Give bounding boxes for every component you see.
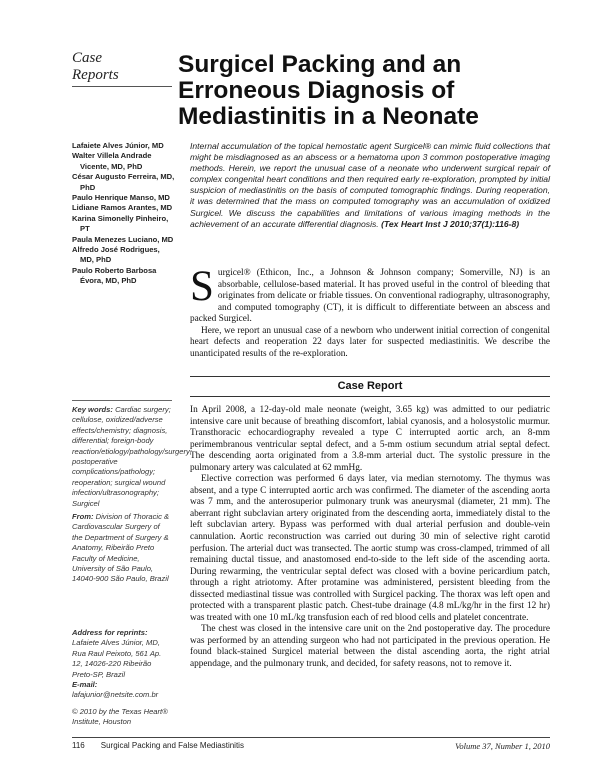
author-line: Évora, MD, PhD	[80, 276, 137, 286]
copyright-block	[72, 707, 172, 728]
email-block	[72, 680, 172, 701]
introduction	[190, 263, 550, 360]
email-label: E-mail:	[72, 680, 98, 689]
email-address: lafajunior@netsite.com.br	[72, 690, 159, 700]
title-line2: Erroneous Diagnosis of	[178, 77, 455, 104]
author-line: Lidiane Ramos Arantes, MD	[72, 203, 173, 213]
keywords-text: Cardiac surgery; cellulose, oxidized/adverse effects/chemistry; diagnosis, differential; foreign-body reaction/etiology/pathology/surgery; postoperative complications/pathology; reoperation; surgical wound infection/ultrasonography; Surgicel	[72, 405, 192, 508]
from-label: From:	[72, 512, 94, 521]
case-report-bottom-rule	[190, 396, 550, 397]
footer-left	[72, 741, 244, 750]
author-line: Paulo Roberto Barbosa	[72, 265, 157, 275]
author-list	[72, 141, 184, 287]
affiliation-text: Division of Thoracic & Cardiovascular Surgery of the Department of Surgery & Anatomy, Ribeirão Preto Faculty of Medicine, University of São Paulo, 14040-900 São Paulo, Brazil	[72, 512, 170, 584]
author-line: Vicente, MD, PhD	[80, 161, 143, 171]
case-report-body	[190, 405, 550, 671]
case-report-top-rule	[190, 376, 550, 377]
author-line: Lafaiete Alves Júnior, MD	[72, 141, 164, 150]
reprints-block	[72, 628, 172, 680]
author-line: Paulo Henrique Manso, MD	[72, 193, 170, 203]
author-line: Paula Menezes Luciano, MD	[72, 234, 174, 244]
author-line: Alfredo José Rodrigues,	[72, 245, 160, 255]
intro-p1-text: urgicel® (Ethicon, Inc., a Johnson & Johnson company; Somerville, NJ) is an absorbable, cellulose-based material. It has proved useful in the control of bleeding that originates from delicate or friable tissues. On conventional radiography, ultrasonography, and computed tomography (CT), it is difficult to differentiate between an abscess and packed Surgicel.	[190, 268, 550, 325]
case-paragraph-3: The chest was closed in the intensive care unit on the 2nd postoperative day. The procedure was performed by an attending surgeon who had not participated in the previous operation. He found black-stained Surgicel material between the distal ascending aorta, the right atrial appendage, and the pulmonary trunk, and decided, for safety reasons, not to remove it.	[190, 624, 550, 670]
author-line: César Augusto Ferreira, MD,	[72, 172, 175, 182]
running-title: Surgical Packing and False Mediastinitis	[100, 741, 244, 750]
drop-cap: S	[190, 263, 214, 310]
case-paragraph-2: Elective correction was performed 6 days later, via median sternotomy. The thymus was absent, and a type C interrupted aortic arch was confirmed. The diameter of the ascending aorta was 7 mm, and the anterosuperior pulmonary trunk was aneurysmal (diameter, 21 mm). The aberrant right subclavian artery originated from the descending aorta, immediately distal to the left subclavian artery. Bypass was performed with dual arterial perfusion and double-vein cannulation. Aortic reconstruction was carried out during 30 min of selective right carotid perfusion. The arterial duct was transected. The aortic stump was cross-clamped, trimmed of all remaining ductal tissue, and anastomosed end-to-side to the left side of the ascending aorta. During rewarming, the ventricular septal defect was closed with a bovine pericardium patch, through a right atriotomy. After protamine was administered, persistent bleeding from the dissected mediastinal tissue was controlled with Surgicel packing. The thorax was left open and protected with a transparent plastic patch. Chest-tube drainage (4.8 mL/kg/hr in the first 12 hr) was treated with one 10 mL/kg transfusion each of red blood cells and platelet concentrate.	[190, 474, 550, 623]
author-line: MD, PhD	[80, 255, 112, 265]
reprints-label: Address for reprints:	[72, 628, 148, 637]
abstract-text: Internal accumulation of the topical hemostatic agent Surgicel® can mimic fluid collections that might be misdiagnosed as an abscess or a hematoma upon 3 common postoperative imaging methods. Herein, we report the unusual case of a neonate who underwent surgical repair of complex congenital heart conditions and then required early re-exploration, prompted by initial suspicion of mediastinitis on the basis of computed tomographic findings. During reoperation, it was determined that the mass on computed tomography was an accumulation of oxidized Surgicel. We discuss the capabilities and limitations of various imaging methods in the achievement of an accurate differential diagnosis.	[190, 141, 550, 229]
reprints-address: Lafaiete Alves Júnior, MD, Rua Raul Peixoto, 561 Ap. 12, 14026-220 Ribeirão Preto-SP, Brazil	[72, 638, 162, 679]
sidebar-top-rule	[72, 400, 172, 401]
abstract	[190, 141, 550, 230]
author-line: PT	[80, 224, 90, 234]
affiliation-block	[72, 512, 172, 585]
footer-rule	[72, 737, 550, 738]
author-line: PhD	[80, 182, 96, 192]
title-line1: Surgicel Packing and an	[178, 51, 462, 78]
keywords-block	[72, 405, 192, 509]
intro-paragraph-1	[190, 263, 550, 326]
copyright-text: © 2010 by the Texas Heart® Institute, Houston	[72, 707, 168, 727]
abstract-citation: (Tex Heart Inst J 2010;37(1):116-8)	[381, 218, 520, 229]
author-line: Karina Simonelly Pinheiro,	[72, 213, 169, 223]
keywords-label: Key words:	[72, 405, 113, 414]
page-number: 116	[72, 741, 85, 750]
section-divider	[72, 86, 172, 87]
author-line: Walter Villela Andrade	[72, 151, 152, 161]
title-line3: Mediastinitis in a Neonate	[178, 103, 479, 130]
section-label-line2: Reports	[72, 67, 119, 83]
section-label-line1: Case	[72, 50, 102, 66]
volume-info: Volume 37, Number 1, 2010	[455, 741, 550, 751]
section-label	[72, 50, 172, 84]
case-paragraph-1: In April 2008, a 12-day-old male neonate (weight, 3.65 kg) was admitted to our pediatric intensive care unit because of breathing discomfort, labial cyanosis, and a holosystolic murmur. Transthoracic echocardiography revealed a type C interrupted aortic arch, an 8-mm perimembranous ventricular septal defect, and a 5-mm ostium secundum atrial septal defect. The descending aorta originated from a 3.8-mm arterial duct. The systolic pressure in the pulmonary artery was calculated at 62 mmHg.	[190, 405, 550, 473]
article-title	[178, 52, 548, 130]
case-report-heading: Case Report	[337, 380, 403, 392]
intro-paragraph-2: Here, we report an unusual case of a newborn who underwent initial correction of congenital heart defects and reoperation 22 days later for suspected mediastinitis. We describe the unanticipated results of the re-exploration.	[190, 325, 550, 359]
